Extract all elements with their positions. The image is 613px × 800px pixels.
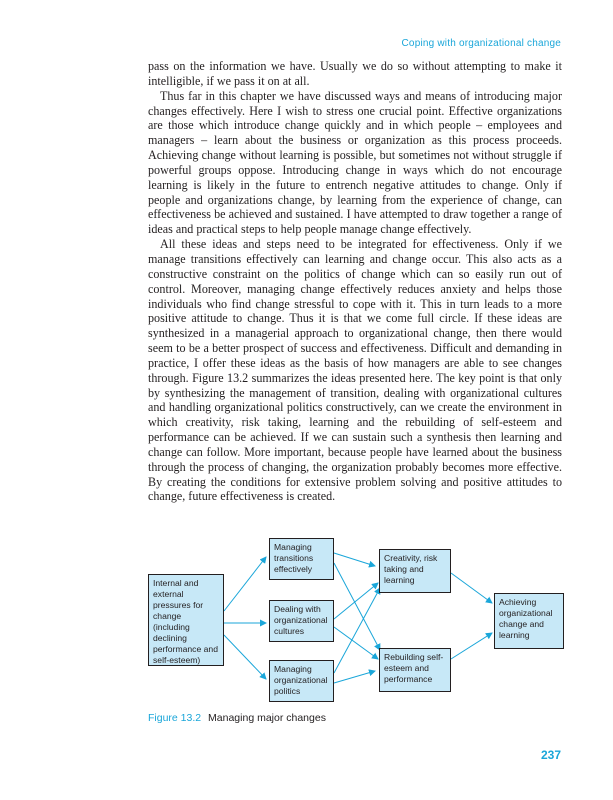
arrow-rebuilding-to-achieving — [451, 633, 492, 659]
arrow-cultures-to-creativity — [334, 583, 378, 619]
box-creativity: Creativity, risk taking and learning — [379, 549, 451, 593]
box-achieving-change: Achieving organizational change and learning — [494, 593, 564, 649]
paragraph-3: All these ideas and steps need to be integrated for effectiveness. Only if we manage transitions effectively can learning and change occur. This also acts as a constructive constraint on the politics of change which can so easily run out of control. Moreover, managing change effectively reduces anxiety and helps those individuals who find change stressful to cope with it. This in turn leads to a more positive attitude to change. Thus it is that we come full circle. If these ideas are synthesized in a managerial approach to organizational change, then there would seem to be a better prospect of success and effectiveness. Difficult and demanding in practice, I offer these ideas as the basis of how managers are able to see changes through. Figure 13.2 summarizes the ideas presented here. The key point is that only by synthesizing the management of transition, dealing with organizational cultures and handling organizational politics constructively, can we create the environment in which creativity, risk taking, learning and the rebuilding of self-esteem and performance can be achieved. If we can sustain such a synthesis then learning and change can follow. More important, because people have learned about the business through the process of changing, the organization probably becomes more effective. By creating the conditions for extensive problem solving and positive attitudes to change, future effectiveness is created. — [148, 237, 562, 504]
paragraph-1: pass on the information we have. Usually we do so without attempting to make it intelligible, if we pass it on at all. — [148, 59, 562, 88]
arrow-pressures-to-transitions — [224, 557, 266, 611]
body-text — [148, 59, 562, 504]
arrow-pressures-to-politics — [224, 635, 266, 679]
figure-number: Figure 13.2 — [148, 712, 202, 724]
figure-title: Managing major changes — [208, 712, 326, 724]
box-organizational-cultures: Dealing with organizational cultures — [269, 600, 334, 642]
arrow-politics-to-rebuilding — [334, 671, 375, 683]
box-rebuilding: Rebuilding self-esteem and performance — [379, 648, 451, 692]
running-head: Coping with organizational change — [401, 38, 561, 49]
box-managing-transitions: Managing transitions effectively — [269, 538, 334, 580]
arrow-transitions-to-creativity — [334, 553, 375, 566]
arrow-transitions-to-rebuilding — [334, 563, 380, 650]
box-organizational-politics: Managing organizational politics — [269, 660, 334, 702]
paragraph-2: Thus far in this chapter we have discussed ways and means of introducing major changes effectively. Here I wish to stress one crucial point. Effective organizations are those which introduce change quickly and in which people – employees and managers – learn about the business or organization as this process proceeds. Achieving change without learning is possible, but sometimes not without struggle if powerful groups oppose. Introducing change in ways which do not encourage learning is likely in the future to entrench negative attitudes to change. Only if people and organizations change, by learning from the experience of change, can effectiveness be achieved and sustained. I have attempted to draw together a range of ideas and practical steps to help people manage change effectively. — [148, 88, 562, 237]
figure-13-2-diagram — [142, 533, 567, 713]
arrow-creativity-to-achieving — [451, 573, 492, 603]
figure-caption — [148, 712, 326, 724]
page-number: 237 — [540, 748, 561, 762]
box-external-pressures: Internal and external pressures for change (including declining performance and self-esteem) — [148, 574, 224, 666]
